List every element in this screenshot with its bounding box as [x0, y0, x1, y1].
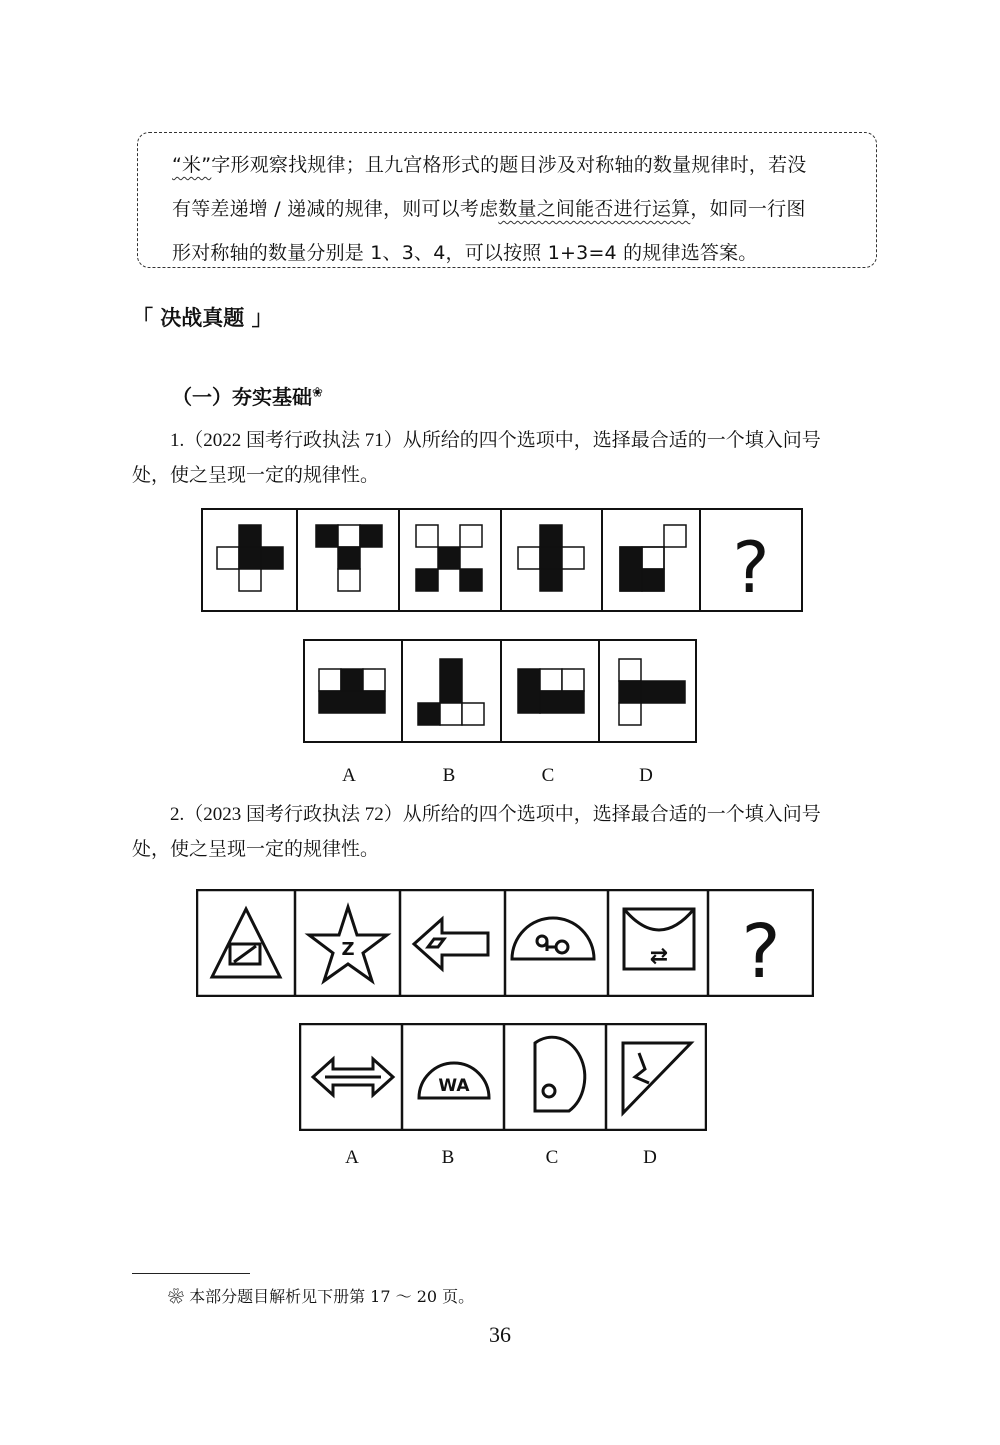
- q2-dome-letters: WA: [438, 1076, 470, 1096]
- q2-option-b[interactable]: [419, 1063, 489, 1098]
- q1-label-d: D: [639, 765, 653, 786]
- q1-option-c[interactable]: [518, 669, 584, 713]
- tip-box: [137, 132, 877, 268]
- q2-option-d[interactable]: [623, 1043, 691, 1113]
- q2-label-d: D: [643, 1147, 657, 1168]
- q1-options-figure: [303, 639, 697, 743]
- q1-sequence-figure: [201, 508, 803, 612]
- q1-cell-4: [518, 525, 584, 591]
- question-2-line-2: 处，使之呈现一定的规律性。: [132, 839, 380, 860]
- subsection-text: （一）夯实基础: [172, 385, 312, 409]
- tip-line-1: [172, 143, 854, 187]
- q2-option-c[interactable]: [535, 1037, 585, 1111]
- q1-cell-5: [620, 525, 686, 591]
- q1-cell-2: [316, 525, 382, 591]
- q2-label-c: C: [545, 1147, 559, 1168]
- q2-frame-symbol: ⇄: [649, 944, 669, 969]
- q1-label-c: C: [541, 765, 555, 786]
- q2-cell-semicircle: [512, 918, 594, 959]
- tip-text-1: 字形观察找规律；且九宫格形式的题目涉及对称轴的数量规律时，若没: [211, 154, 807, 176]
- flower-icon: ❀: [312, 385, 323, 401]
- q2-cell-triangle: [212, 909, 280, 977]
- q1-cell-3: [416, 525, 482, 591]
- q2-star-letter: Z: [341, 939, 355, 960]
- q2-sequence-figure: [196, 889, 814, 997]
- footnote: ❀ 本部分题目解析见下册第 17 ～ 20 页。: [168, 1287, 475, 1306]
- question-2-line-1: 2.（2023 国考行政执法 72）从所给的四个选项中，选择最合适的一个填入问号: [170, 804, 821, 825]
- subsection-title: [172, 381, 323, 410]
- tip-emphasis-1: “米”: [172, 154, 212, 176]
- tip-line-2: [172, 187, 854, 231]
- tip-line-3: 形对称轴的数量分别是 1、3、4，可以按照 1+3=4 的规律选答案。: [172, 242, 758, 264]
- q2-cell-arrow: [414, 919, 488, 969]
- q2-option-a[interactable]: [313, 1059, 393, 1095]
- question-1-line-1: 1.（2022 国考行政执法 71）从所给的四个选项中，选择最合适的一个填入问号: [170, 430, 821, 451]
- question-1-line-2: 处，使之呈现一定的规律性。: [132, 465, 380, 486]
- q2-cell-star: [309, 907, 387, 981]
- q2-label-a: A: [345, 1147, 359, 1168]
- page-number: 36: [489, 1322, 511, 1347]
- q1-cell-1: [217, 525, 283, 591]
- tip-text-2c: ，如同一行图: [690, 198, 806, 220]
- q1-label-a: A: [342, 765, 356, 786]
- tip-text-2a: 有等差递增 / 递减的规律，则可以考虑: [172, 198, 499, 220]
- q1-option-b[interactable]: [418, 659, 484, 725]
- q2-cell-frame: [624, 909, 694, 969]
- q1-option-d[interactable]: [619, 659, 685, 725]
- q1-option-a[interactable]: [319, 669, 385, 713]
- section-title: 「 决战真题 」: [132, 306, 273, 330]
- question-2: [132, 797, 882, 867]
- tip-emphasis-2: 数量之间能否进行运算: [498, 198, 691, 220]
- q1-question-mark: ?: [732, 527, 770, 609]
- q2-options-figure: [299, 1023, 707, 1131]
- q2-question-mark: ?: [741, 909, 781, 995]
- q2-label-b: B: [441, 1147, 455, 1168]
- q1-label-b: B: [442, 765, 456, 786]
- question-1: [132, 423, 882, 493]
- footnote-divider: [132, 1273, 250, 1274]
